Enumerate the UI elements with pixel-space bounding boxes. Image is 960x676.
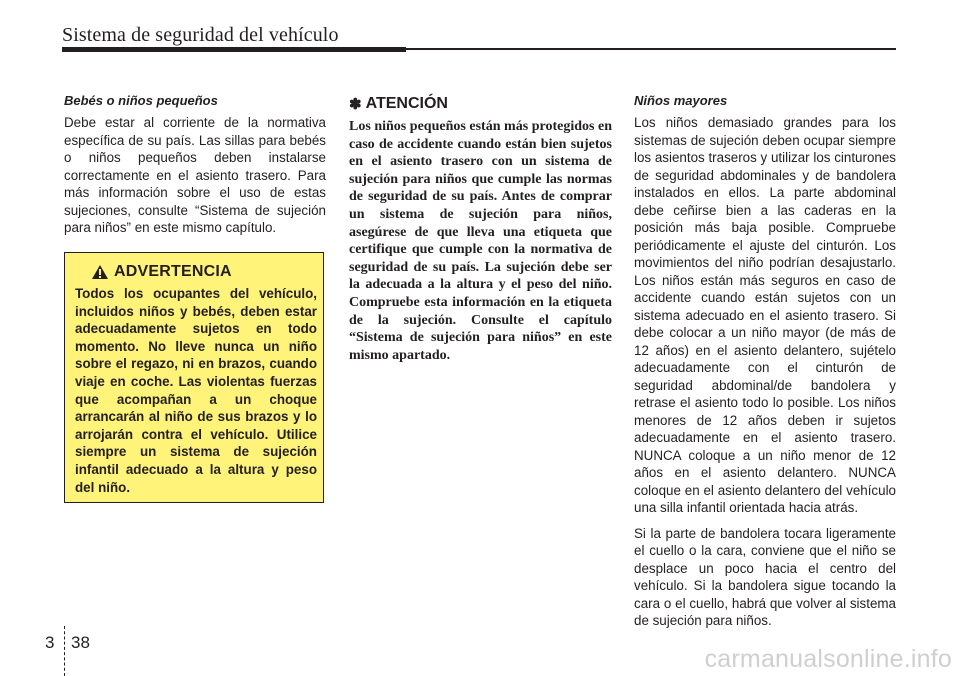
caution-text: Los niños pequeños están más protegidos en caso de accidente cuando están bien sujetos en el asiento trasero con un sistema de sujeción para niños que cumple las normas de seguridad de su país. Antes de comprar un sistema de sujeción para niños, asegúrese de que lleva una etiqueta que certifique que cumple con la normativa de seguridad de su país. La sujeción debe ser la adecuada a la altura y el peso del niño. Compruebe esta información en la etiqueta de la sujeción. Consulte el capítulo “Sistema de sujeción para niños” en este mismo apartado. xyxy=(349,119,612,363)
warning-title: ADVERTENCIA xyxy=(114,263,232,280)
right-column xyxy=(634,93,896,630)
section-heading-older-children: Niños mayores xyxy=(634,93,728,108)
middle-column xyxy=(349,93,612,364)
left-column xyxy=(64,93,326,237)
header-rule-thick xyxy=(62,47,406,52)
caution-title: ATENCIÓN xyxy=(365,95,448,112)
warning-header xyxy=(91,263,317,281)
warning-box xyxy=(64,252,324,503)
section-heading-babies: Bebés o niños pequeños xyxy=(64,93,218,108)
asterisk-icon: ✽ xyxy=(349,96,362,113)
watermark: carmanualsonline.info xyxy=(704,645,952,673)
footer-divider xyxy=(64,626,65,676)
chapter-number: 3 xyxy=(45,633,55,652)
older-children-paragraph-2: Si la parte de bandolera tocara ligeramente el cuello o la cara, conviene que el niño se desplace un poco hacia el centro del vehículo. Si la bandolera sigue tocando la cara o el cuello, habrá que volver al sistema de sujeción para niños. xyxy=(634,525,896,628)
babies-paragraph: Debe estar al corriente de la normativa específica de su país. Las sillas para bebés o niños pequeños deben instalarse correctamente en el asiento trasero. Para más información sobre el uso de estas sujeciones, consulte “Sistema de sujeción para niños” en este mismo capítulo. xyxy=(64,115,326,235)
caution-header xyxy=(349,95,612,113)
header-rule-thin xyxy=(406,48,896,50)
older-children-paragraph-1: Los niños demasiado grandes para los sistemas de sujeción deben ocupar siempre los asientos traseros y utilizar los cinturones de seguridad abdominales y de bandolera instalados en ellos. La parte abdominal debe ceñirse bien a las caderas en la posición más baja posible. Compruebe periódicamente el ajuste del cinturón. Los movimientos del niño podrían desajustarlo. Los niños están más seguros en caso de accidente cuando están sujetos con un sistema adecuado en el asiento trasero. Si debe colocar a un niño mayor (de más de 12 años) en el asiento delantero, sujételo adecuadamente con el cinturón de seguridad abdominal/de bandolera y retrase el asiento todo lo posible. Los niños menores de 12 años deben ir sujetos adecuadamente en el asiento trasero. NUNCA coloque a un niño menor de 12 años en el asiento delantero. NUNCA coloque en el asiento delantero del vehículo una silla infantil orientada hacia atrás. xyxy=(634,115,896,515)
warning-text: Todos los ocupantes del vehículo, incluidos niños y bebés, deben estar adecuadamente sujetos en todo momento. No lleve nunca un niño sobre el regazo, ni en brazos, cuando viaje en coche. Las violentas fuerzas que acompañan a un choque arrancarán al niño de sus brazos y lo arrojarán contra el vehículo. Utilice siempre un sistema de sujeción infantil adecuado a la altura y peso del niño. xyxy=(75,286,317,495)
warning-triangle-icon xyxy=(91,264,109,280)
page-header-title: Sistema de seguridad del vehículo xyxy=(62,24,339,46)
page-number: 38 xyxy=(71,633,90,652)
